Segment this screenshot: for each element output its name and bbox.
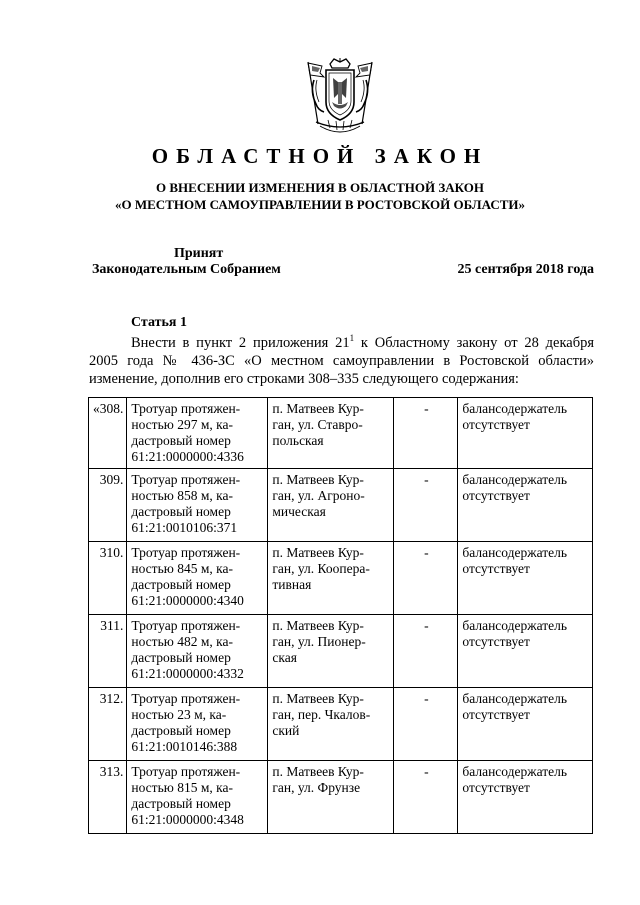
object-description: [127, 542, 268, 615]
object-description-line: ностью 815 м, ка-: [131, 780, 233, 795]
balance-holder-line: балансодержатель: [462, 764, 568, 779]
balance-holder: [458, 398, 593, 469]
object-description-line: ностью 845 м, ка-: [131, 561, 233, 576]
object-address: [268, 398, 394, 469]
object-description-line: дастровый номер: [131, 796, 231, 811]
object-address-line: ган, ул. Ставро-: [272, 417, 363, 432]
object-description-line: Тротуар протяжен-: [131, 691, 241, 706]
balance-holder: [458, 469, 593, 542]
object-address: [268, 542, 394, 615]
row-number: 311.: [89, 615, 127, 688]
object-description-line: дастровый номер: [131, 504, 231, 519]
object-address: [268, 761, 394, 834]
object-description-line: 61:21:0010146:388: [131, 739, 238, 754]
amendment-table: [88, 397, 593, 834]
object-address-line: ский: [272, 723, 300, 738]
object-description: [127, 398, 268, 469]
object-description-line: Тротуар протяжен-: [131, 618, 241, 633]
object-address-line: п. Матвеев Кур-: [272, 401, 364, 416]
object-description-line: Тротуар протяжен-: [131, 764, 241, 779]
object-description: [127, 688, 268, 761]
empty-dash: -: [394, 469, 458, 542]
row-number: 312.: [89, 688, 127, 761]
object-description-line: ностью 23 м, ка-: [131, 707, 227, 722]
object-address-line: тивная: [272, 577, 312, 592]
object-address-line: п. Матвеев Кур-: [272, 618, 364, 633]
superscript-1: 1: [349, 333, 355, 343]
object-address: [268, 469, 394, 542]
table-row: [89, 469, 593, 542]
object-description-line: ностью 858 м, ка-: [131, 488, 233, 503]
object-description-line: ностью 297 м, ка-: [131, 417, 233, 432]
object-description-line: 61:21:0000000:4336: [131, 449, 244, 464]
object-address-line: п. Матвеев Кур-: [272, 691, 364, 706]
object-address-line: польская: [272, 433, 324, 448]
row-number: 309.: [89, 469, 127, 542]
object-address-line: ская: [272, 650, 297, 665]
balance-holder-line: отсутствует: [462, 561, 530, 576]
object-address-line: п. Матвеев Кур-: [272, 472, 364, 487]
adoption-date: 25 сентября 2018 года: [457, 262, 594, 277]
balance-holder-line: отсутствует: [462, 634, 530, 649]
object-address-line: ган, пер. Чкалов-: [272, 707, 371, 722]
object-address-line: ган, ул. Коопера-: [272, 561, 370, 576]
balance-holder-line: отсутствует: [462, 707, 530, 722]
object-description: [127, 615, 268, 688]
object-address-line: ган, ул. Агроно-: [272, 488, 365, 503]
coat-of-arms-emblem-icon: [300, 58, 380, 140]
balance-holder: [458, 688, 593, 761]
object-description-line: 61:21:0000000:4332: [131, 666, 244, 681]
table-row: [89, 398, 593, 469]
paragraph-line-3: изменение, дополнив его строками 308–335 следующего содержания:: [89, 371, 519, 387]
object-description-line: ностью 482 м, ка-: [131, 634, 233, 649]
balance-holder: [458, 542, 593, 615]
law-title: ОБЛАСТНОЙ ЗАКОН: [151, 144, 489, 168]
row-number: 313.: [89, 761, 127, 834]
object-description-line: Тротуар протяжен-: [131, 472, 241, 487]
object-description-line: дастровый номер: [131, 577, 231, 592]
object-address-line: ган, ул. Пионер-: [272, 634, 366, 649]
balance-holder-line: балансодержатель: [462, 618, 568, 633]
table-row: [89, 761, 593, 834]
paragraph-line-1: Внести в пункт 2 приложения $21^1$ к Областному закону от 28 декабря: [131, 333, 594, 351]
balance-holder-line: балансодержатель: [462, 545, 568, 560]
assembly-label: Законодательным Собранием: [92, 262, 281, 277]
balance-holder-line: балансодержатель: [462, 691, 568, 706]
object-address: [268, 615, 394, 688]
object-description: [127, 761, 268, 834]
balance-holder-line: отсутствует: [462, 417, 530, 432]
empty-dash: -: [394, 688, 458, 761]
balance-holder: [458, 761, 593, 834]
balance-holder: [458, 615, 593, 688]
object-description-line: Тротуар протяжен-: [131, 401, 241, 416]
table-row: [89, 542, 593, 615]
table-row: [89, 688, 593, 761]
article-paragraph: [89, 334, 594, 388]
empty-dash: -: [394, 761, 458, 834]
object-description-line: 61:21:0010106:371: [131, 520, 238, 535]
object-address-line: ган, ул. Фрунзе: [272, 780, 361, 795]
object-address-line: п. Матвеев Кур-: [272, 764, 364, 779]
object-description-line: 61:21:0000000:4340: [131, 593, 244, 608]
object-description-line: дастровый номер: [131, 433, 231, 448]
empty-dash: -: [394, 542, 458, 615]
object-description-line: дастровый номер: [131, 650, 231, 665]
object-address-line: п. Матвеев Кур-: [272, 545, 364, 560]
balance-holder-line: отсутствует: [462, 780, 530, 795]
table-row: [89, 615, 593, 688]
paragraph-line-2: 2005 года № 436-ЗС «О местном самоуправлении в Ростовской области»: [89, 353, 594, 369]
balance-holder-line: балансодержатель: [462, 401, 568, 416]
article-heading: Статья 1: [131, 315, 187, 330]
law-subtitle-line1: О ВНЕСЕНИИ ИЗМЕНЕНИЯ В ОБЛАСТНОЙ ЗАКОН: [156, 180, 484, 195]
row-number: 310.: [89, 542, 127, 615]
object-description: [127, 469, 268, 542]
adopted-label: Принят: [174, 246, 224, 261]
empty-dash: -: [394, 615, 458, 688]
row-number: «308.: [89, 398, 127, 469]
balance-holder-line: балансодержатель: [462, 472, 568, 487]
empty-dash: -: [394, 398, 458, 469]
object-description-line: дастровый номер: [131, 723, 231, 738]
object-address: [268, 688, 394, 761]
object-address-line: мическая: [272, 504, 326, 519]
object-description-line: Тротуар протяжен-: [131, 545, 241, 560]
law-subtitle-line2: «О МЕСТНОМ САМОУПРАВЛЕНИИ В РОСТОВСКОЙ ОБЛАСТИ»: [115, 197, 525, 212]
object-description-line: 61:21:0000000:4348: [131, 812, 244, 827]
balance-holder-line: отсутствует: [462, 488, 530, 503]
